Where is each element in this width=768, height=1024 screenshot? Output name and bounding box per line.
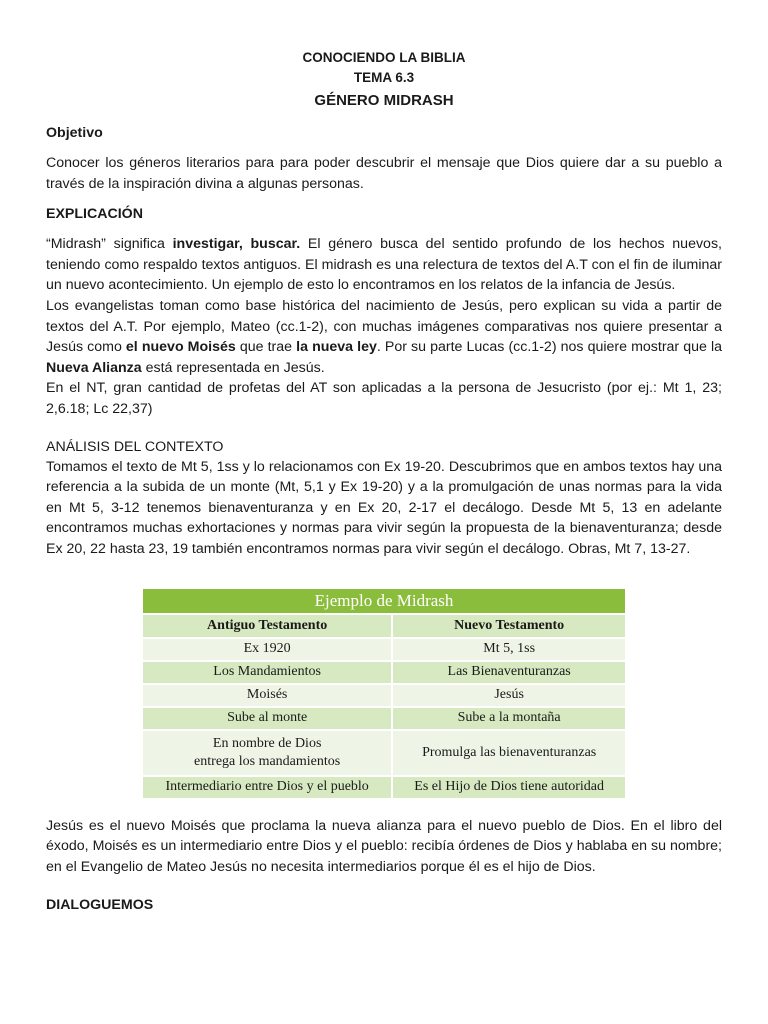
table-cell-nt: Es el Hijo de Dios tiene autoridad [393,777,625,798]
midrash-comparison-table [141,587,627,800]
objetivo-text: Conocer los géneros literarios para para poder descubrir el mensaje que Dios quiere dar a su pueblo a través de la inspiración divina a algunas personas. [46,155,722,192]
conclusion-text: Jesús es el nuevo Moisés que proclama la nueva alianza para el nuevo pueblo de Dios. En el libro del éxodo, Moisés es un intermediario entre Dios y el pueblo: recibía órdenes de Dios y hablaba en su nombre; en el Evangelio de Mateo Jesús no necesita intermediarios porque él es el hijo de Dios. [46,817,722,875]
topic-title: GÉNERO MIDRASH [314,92,454,109]
column-header-at: Antiguo Testamento [143,615,391,637]
cell-line: En nombre de Dios [212,735,322,751]
table-title-row [143,589,625,613]
cell-line: entrega los mandamientos [194,753,341,769]
document-title-block [46,0,722,111]
objetivo-heading: Objetivo [46,125,103,141]
table-cell-at: Moisés [143,685,391,706]
bold-run: investigar, buscar. [172,236,301,253]
bold-run: el nuevo Moisés [125,339,236,356]
text-run: está representada en Jesús. [141,359,325,376]
text-run: . Por su parte Lucas (cc.1-2) nos quiere mostrar que la [376,339,723,356]
explicacion-paragraph-1 [46,234,722,296]
table-cell-at: Ex 1920 [143,639,391,660]
bold-run: la nueva ley [296,339,377,356]
table-cell-nt: Sube a la montaña [393,708,625,729]
table-row [143,731,625,775]
explicacion-paragraph-3: En el NT, gran cantidad de profetas del AT son aplicadas a la persona de Jesucristo (por ej.: Mt 1, 23; 2,6.18; Lc 22,37) [46,380,722,417]
table-cell-at: Intermediario entre Dios y el pueblo [143,777,391,798]
table-cell-at [143,731,391,775]
course-title: CONOCIENDO LA BIBLIA [302,50,466,65]
bold-run: Nueva Alianza [46,359,142,376]
table-header-row [143,615,625,637]
table-row [143,708,625,729]
text-run: El género busca del sentido profundo de los hechos nuevos, teniendo como respaldo textos antiguos. El midrash es una relectura de textos del A.T con el fin de iluminar un nuevo acontecimiento. Un ejemplo de esto lo encontramos en los relatos de la infancia de Jesús. [46,236,722,294]
text-run: que trae [235,339,297,356]
table-cell-nt: Mt 5, 1ss [393,639,625,660]
table-cell-at: Los Mandamientos [143,662,391,683]
explicacion-heading: EXPLICACIÓN [46,206,143,223]
table-cell-at: Sube al monte [143,708,391,729]
table-cell-nt: Las Bienaventuranzas [393,662,625,683]
table-cell-nt: Jesús [393,685,625,706]
topic-number: TEMA 6.3 [353,70,415,85]
table-row [143,685,625,706]
column-header-nt: Nuevo Testamento [393,615,625,637]
dialoguemos-heading: DIALOGUEMOS [46,897,154,914]
text-run: “Midrash” significa [46,236,173,253]
table-row [143,639,625,660]
table-row [143,777,625,798]
contexto-text: Tomamos el texto de Mt 5, 1ss y lo relacionamos con Ex 19-20. Descubrimos que en ambos textos hay una referencia a la subida de un monte (Mt, 5,1 y Ex 19-20) y a la promulgación de unas normas para la vida en Mt 5, 3-12 tenemos bienaventuranza y en Ex 20, 2-17 el decálogo. Desde Mt 5, 13 en adelante encontramos muchas exhortaciones y normas para vivir según la propuesta de la bienaventuranza; desde Ex 20, 22 hasta 23, 19 también encontramos normas para vivir según el decálogo. Obras, Mt 7, 13-27. [46,458,722,557]
table-title: Ejemplo de Midrash [143,589,625,613]
explicacion-paragraph-2 [46,296,722,378]
text-run: Los evangelistas toman como base histórica del nacimiento de Jesús, pero explican su vida a partir de textos del A.T. Por ejemplo, Mateo (cc.1-2), con muchas imágenes comparativas nos quiere presentar a Jesús como [46,297,722,356]
contexto-heading: ANÁLISIS DEL CONTEXTO [46,438,224,455]
table-cell-nt: Promulga las bienaventuranzas [393,731,625,775]
table-row [143,662,625,683]
